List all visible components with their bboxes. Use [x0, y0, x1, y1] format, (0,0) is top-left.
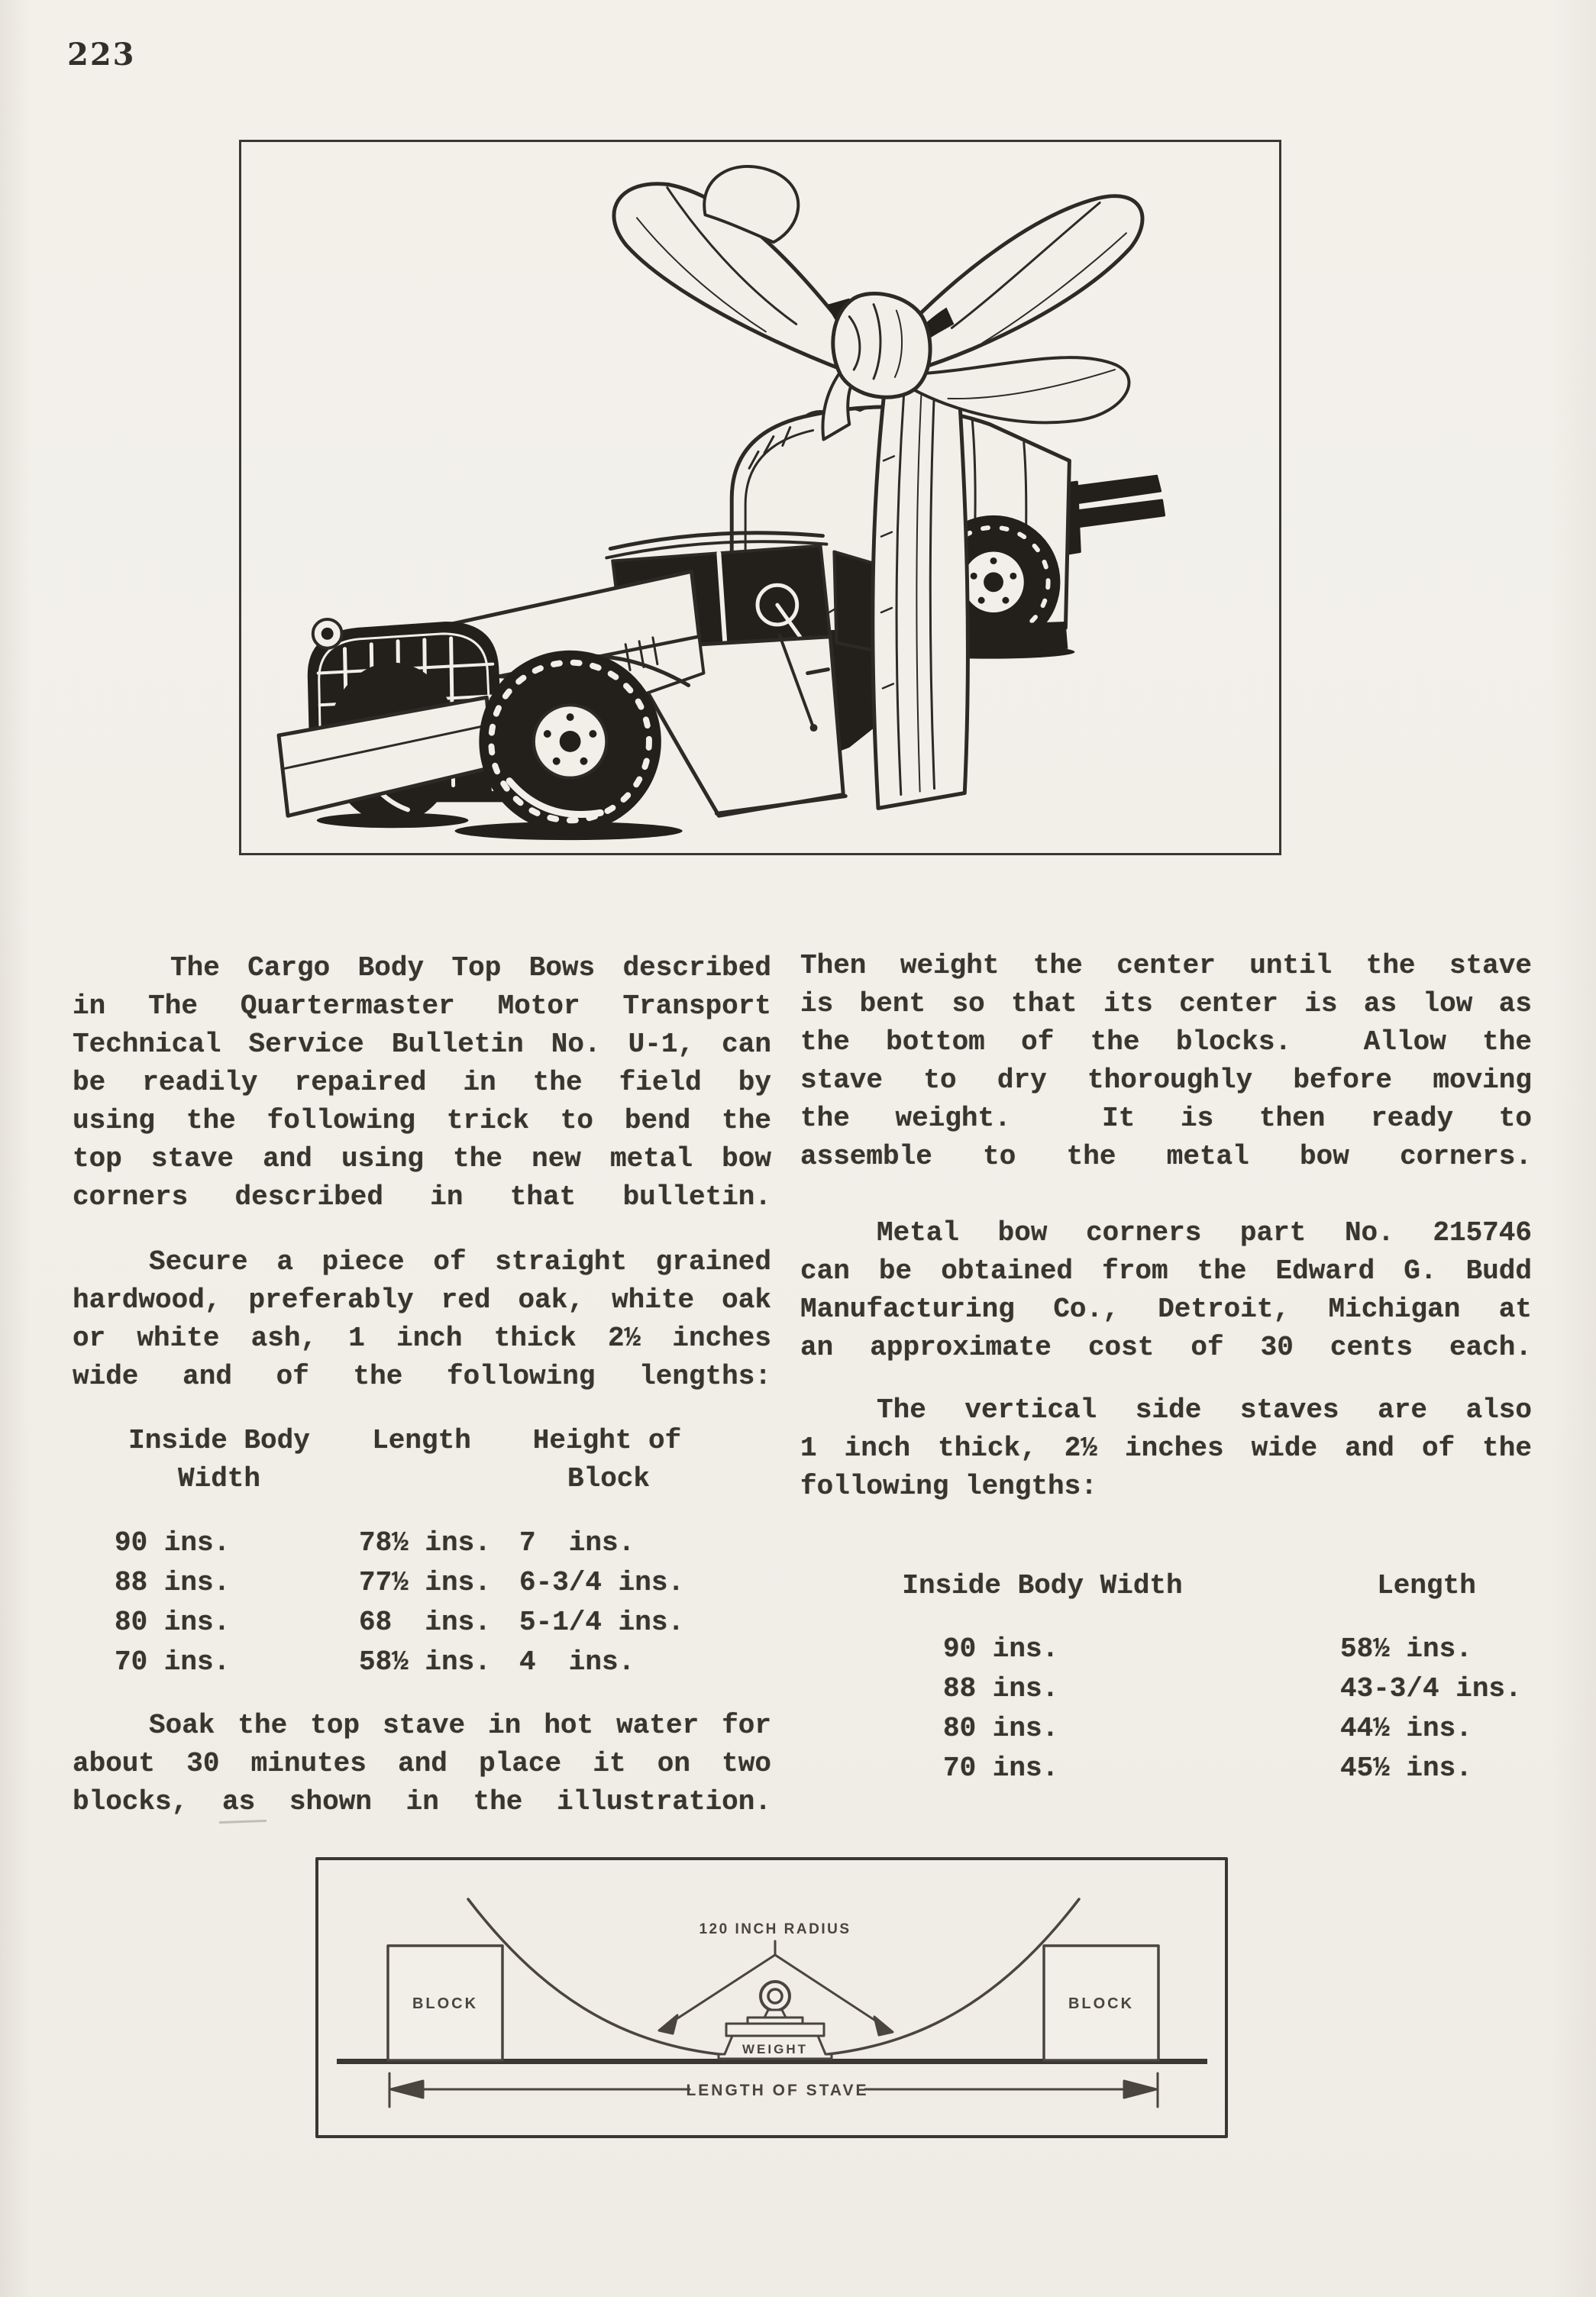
table-cell: 88 ins. — [115, 1567, 231, 1598]
body-line: assemble to the metal bow corners. — [800, 1141, 1532, 1172]
body-line: the bottom of the blocks. Allow the — [800, 1026, 1532, 1058]
body-line: 1 inch thick, 2½ inches wide and of the — [800, 1433, 1532, 1464]
left-paragraph-3 — [73, 1707, 771, 1821]
body-line: wide and of the following lengths: — [73, 1361, 771, 1392]
body-line: or white ash, 1 inch thick 2½ inches — [73, 1323, 771, 1354]
stave-bending-diagram — [315, 1857, 1228, 2138]
table-cell: 4 ins. — [519, 1646, 635, 1678]
length-of-stave-label: LENGTH OF STAVE — [686, 2082, 869, 2099]
body-line: an approximate cost of 30 cents each. — [800, 1332, 1532, 1363]
body-line: The Cargo Body Top Bows described — [170, 952, 771, 984]
bed-rear-rack — [1055, 476, 1165, 555]
body-line: top stave and using the new metal bow — [73, 1143, 771, 1174]
bow-right-lobe — [901, 196, 1142, 370]
table-cell: 78½ ins. — [359, 1527, 491, 1559]
table-header: Inside Body Width — [902, 1570, 1183, 1601]
bow-knot — [833, 293, 930, 397]
body-line: can be obtained from the Edward G. Budd — [800, 1255, 1532, 1287]
table-cell: 90 ins. — [115, 1527, 231, 1559]
right-paragraph-2 — [800, 1214, 1532, 1367]
table-cell: 7 ins. — [519, 1527, 635, 1559]
left-paragraph-2 — [73, 1243, 771, 1396]
left-block-label: BLOCK — [412, 1995, 479, 2012]
table-header: Block — [567, 1463, 651, 1494]
body-line: about 30 minutes and place it on two — [73, 1748, 771, 1779]
body-line: Metal bow corners part No. 215746 — [877, 1217, 1532, 1249]
body-line: is bent so that its center is as low as — [800, 988, 1532, 1019]
table-cell: 6-3/4 ins. — [519, 1567, 685, 1598]
body-line: be readily repaired in the field by — [73, 1067, 771, 1098]
table-cell: 80 ins. — [943, 1713, 1059, 1744]
table-cell: 88 ins. — [943, 1673, 1059, 1704]
body-line: Soak the top stave in hot water for — [149, 1710, 771, 1741]
body-line: stave to dry thoroughly before moving — [800, 1065, 1532, 1096]
table-header: Inside Body — [128, 1425, 310, 1456]
table-header: Width — [177, 1463, 261, 1494]
truck-with-gift-bow-illustration — [241, 142, 1279, 853]
table-cell: 68 ins. — [359, 1607, 491, 1638]
table-cell: 77½ ins. — [359, 1567, 491, 1598]
body-line: Manufacturing Co., Detroit, Michigan at — [800, 1294, 1532, 1325]
body-line: in The Quartermaster Motor Transport — [73, 990, 771, 1022]
body-line: following lengths: — [800, 1471, 1097, 1502]
table-header: Height of — [532, 1425, 682, 1456]
body-line: hardwood, preferably red oak, white oak — [73, 1284, 771, 1316]
table-cell: 44½ ins. — [1340, 1713, 1472, 1744]
body-line: Secure a piece of straight grained — [149, 1246, 771, 1278]
radius-label: 120 INCH RADIUS — [699, 1921, 851, 1937]
weight-label: WEIGHT — [742, 2042, 808, 2056]
truck-illustration-frame — [239, 140, 1281, 855]
table-cell: 70 ins. — [115, 1646, 231, 1678]
ribbon-band — [873, 379, 968, 808]
table-cell: 80 ins. — [115, 1607, 231, 1638]
body-line: The vertical side staves are also — [877, 1394, 1532, 1426]
page-number: 223 — [67, 37, 136, 73]
table-header: Length — [1377, 1570, 1476, 1601]
body-line: using the following trick to bend the — [73, 1105, 771, 1136]
body-line: Technical Service Bulletin No. U-1, can — [73, 1029, 771, 1060]
body-line: blocks, as shown in the illustration. — [73, 1786, 771, 1817]
left-column — [73, 949, 771, 1216]
body-line: corners described in that bulletin. — [73, 1181, 771, 1213]
body-line: the weight. It is then ready to — [800, 1103, 1532, 1134]
table-cell: 90 ins. — [943, 1633, 1059, 1665]
table-cell: 5-1/4 ins. — [519, 1607, 685, 1638]
table-cell: 58½ ins. — [359, 1646, 491, 1678]
headlight — [313, 619, 342, 648]
table-cell: 45½ ins. — [1340, 1753, 1472, 1784]
body-line: Then weight the center until the stave — [800, 950, 1532, 981]
right-block-label: BLOCK — [1068, 1995, 1135, 2012]
table-cell: 70 ins. — [943, 1753, 1059, 1784]
right-column — [800, 947, 1532, 1176]
table-cell: 43-3/4 ins. — [1340, 1673, 1522, 1704]
table-header: Length — [372, 1425, 471, 1456]
right-paragraph-3 — [800, 1391, 1532, 1506]
table-cell: 58½ ins. — [1340, 1633, 1472, 1665]
front-wheel — [479, 651, 661, 832]
